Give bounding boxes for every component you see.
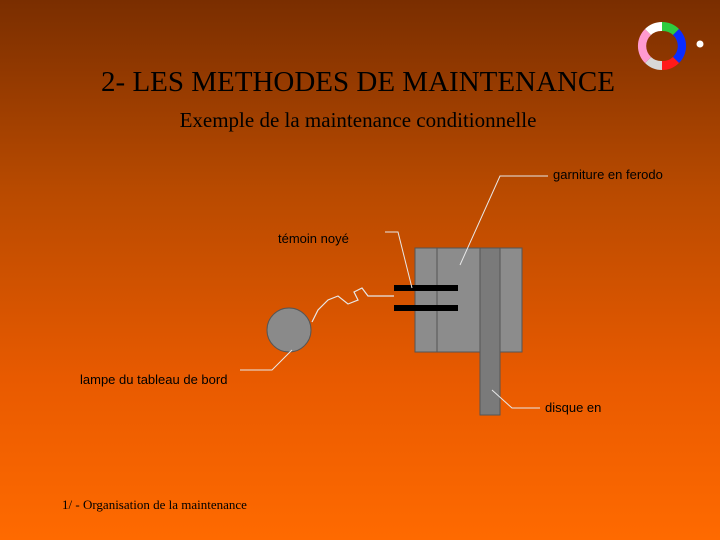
slide-subtitle: Exemple de la maintenance conditionnelle: [179, 108, 537, 132]
wear-indicator-contact-bottom: [394, 305, 458, 311]
label-temoin: témoin noyé: [278, 231, 349, 246]
slide-footer: 1/ - Organisation de la maintenance: [62, 497, 247, 512]
label-lampe: lampe du tableau de bord: [80, 372, 228, 387]
slide-title: 2- LES METHODES DE MAINTENANCE: [101, 66, 615, 98]
brake-disc: [480, 248, 500, 415]
dashboard-lamp: [267, 308, 311, 352]
label-disque: disque en: [545, 400, 602, 415]
label-garniture: garniture en ferodo: [553, 167, 663, 182]
indicator-wire: [312, 288, 394, 322]
brake-pad: [415, 248, 522, 352]
wear-indicator-contact-top: [394, 285, 458, 291]
leader-temoin: [385, 232, 412, 288]
leader-lampe: [240, 350, 292, 370]
